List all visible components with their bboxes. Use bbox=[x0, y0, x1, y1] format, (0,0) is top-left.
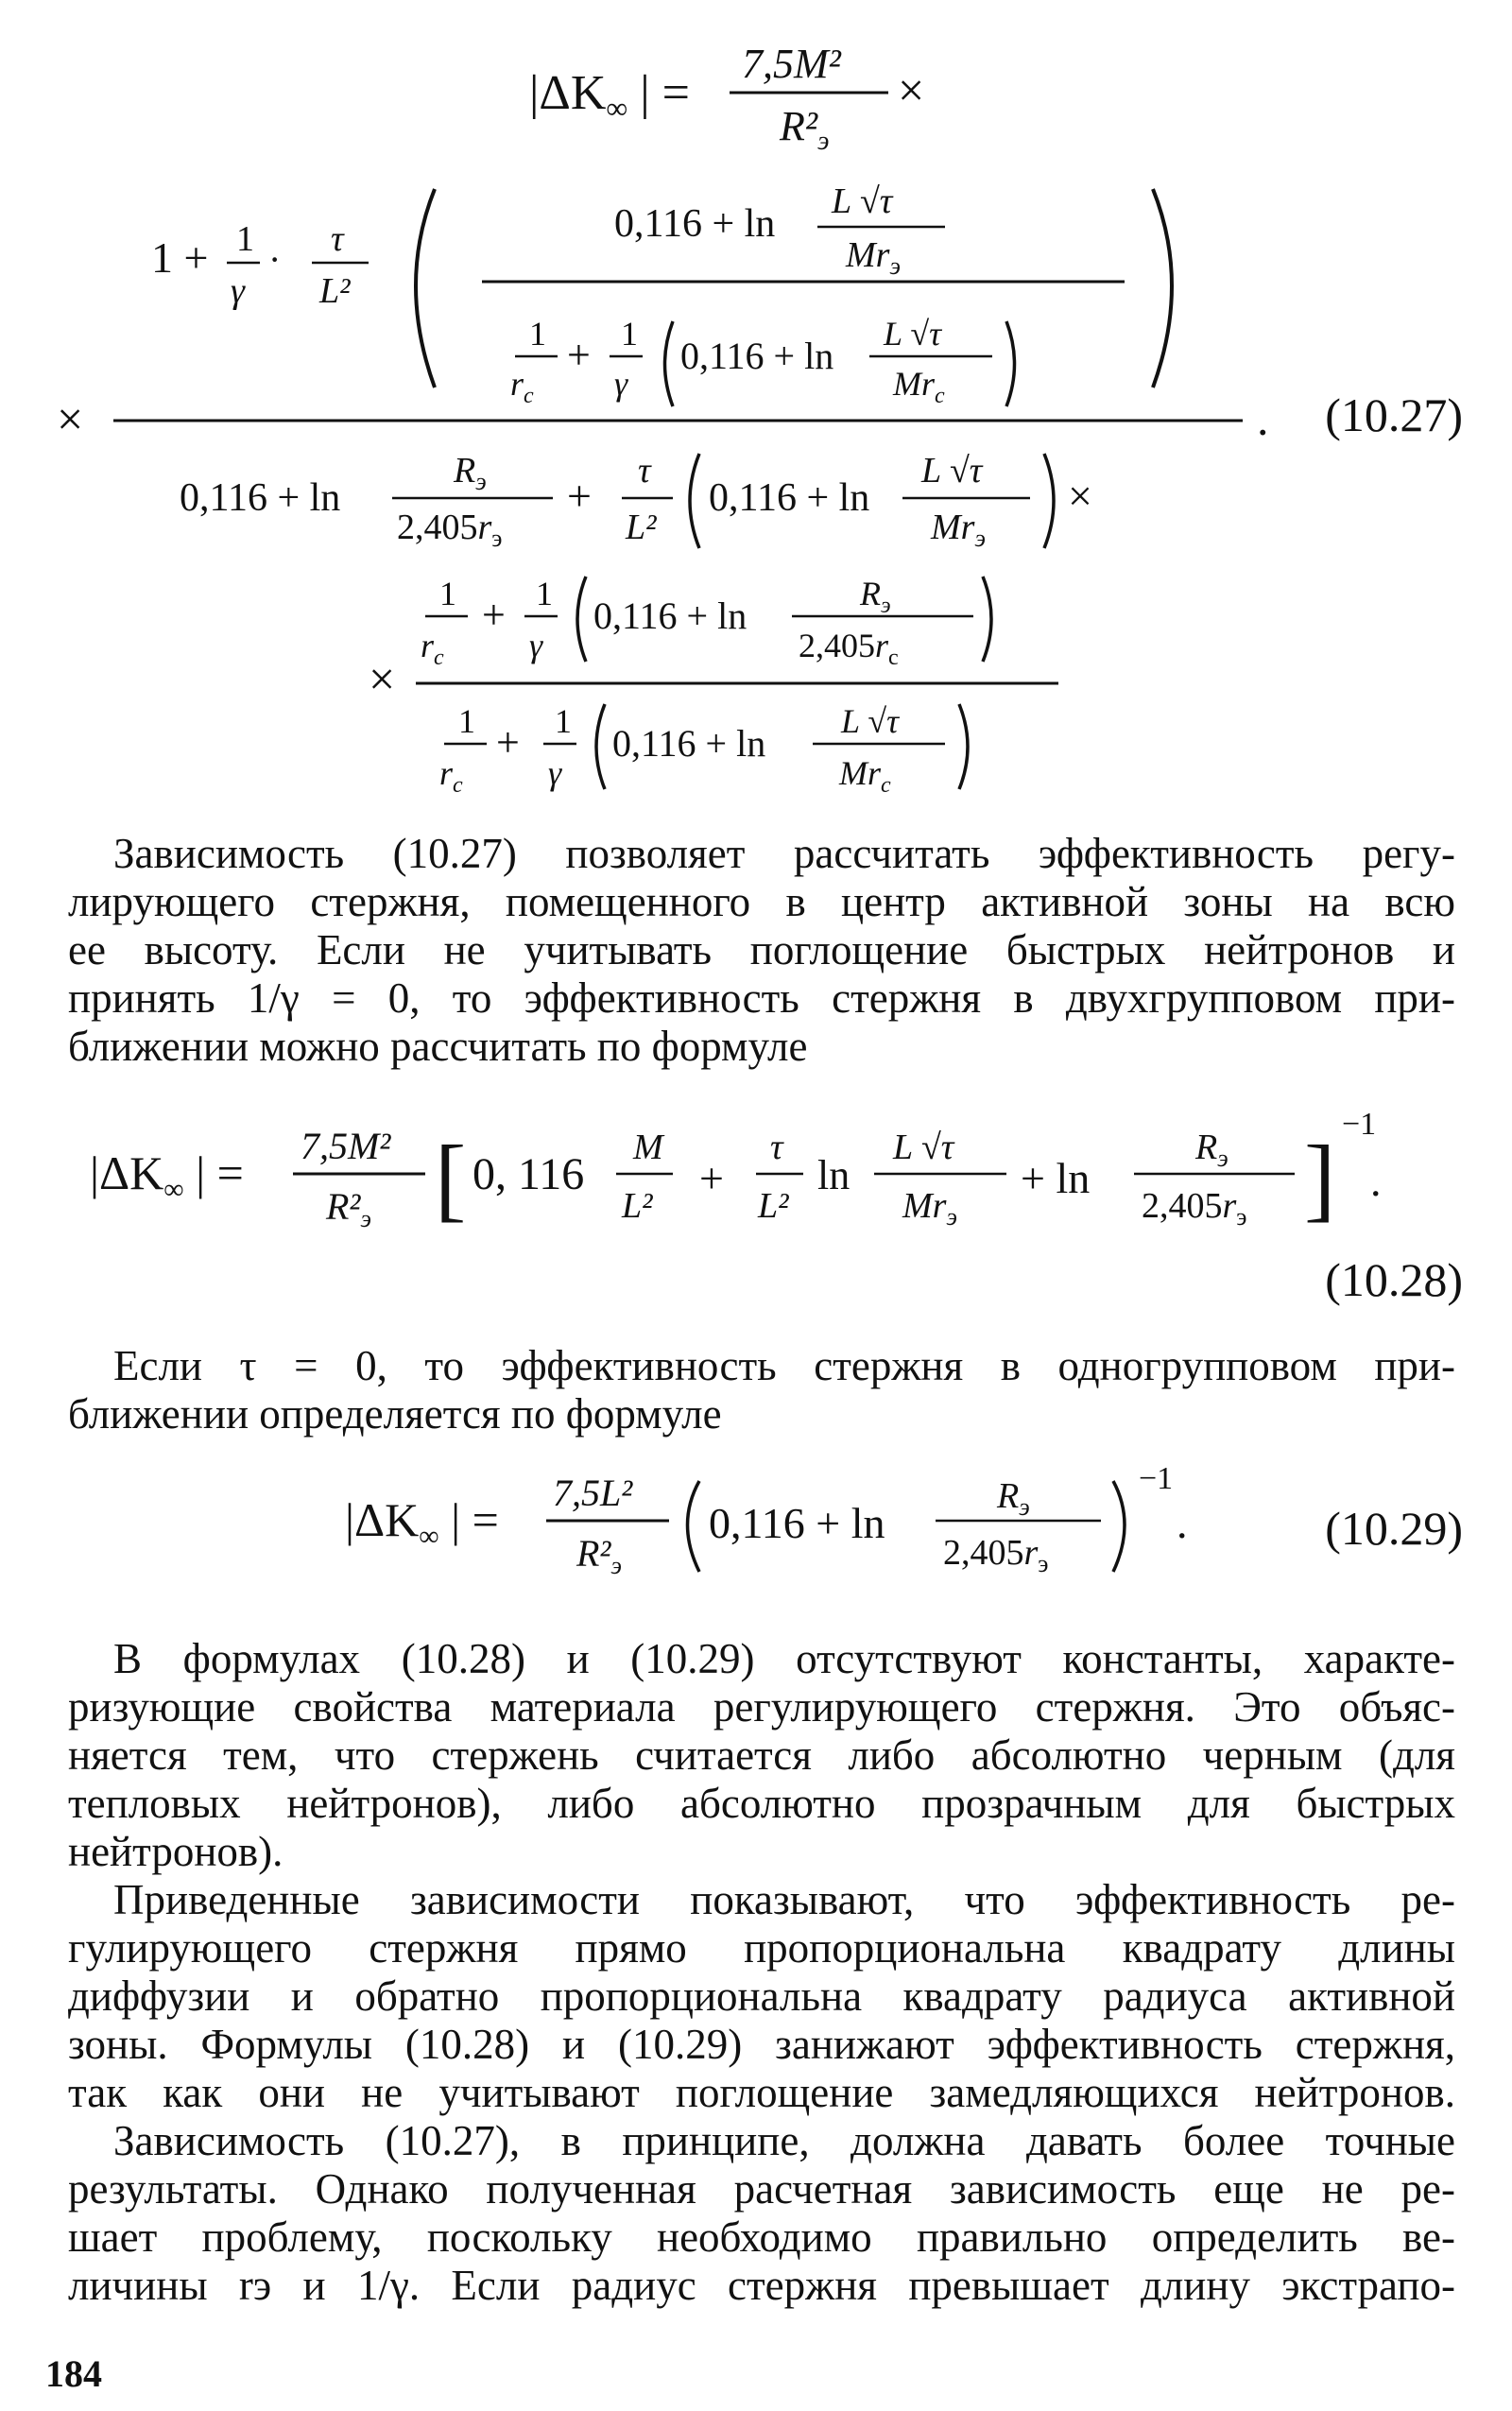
eq27-den-a: 0,116 + ln bbox=[180, 476, 341, 520]
eq28-ln1: ln bbox=[817, 1152, 850, 1198]
eq29-pre-den: $R^2_э$ bbox=[576, 1532, 622, 1579]
eq28-f: L √τ bbox=[893, 1128, 954, 1167]
eq27-den-times: × bbox=[1068, 472, 1092, 520]
eq27-inner-bot-a: 1 bbox=[529, 315, 546, 353]
eq27-inner-top-num: L √τ bbox=[832, 181, 893, 221]
paragraph-1-line: ближении можно рассчитать по формуле bbox=[68, 1023, 808, 1070]
paragraph-1-line: принять 1/γ = 0, то эффективность стержня в двухгрупповом при- bbox=[68, 974, 1455, 1022]
eq27-frac2-num: τ bbox=[331, 219, 344, 259]
eq27-inner-bot-c: 1 bbox=[621, 315, 638, 353]
eq27-frac1-num: 1 bbox=[236, 219, 254, 259]
eq27-l3-d: γ bbox=[529, 627, 543, 664]
paragraph-2 bbox=[68, 1342, 1455, 1438]
eq28-plus2: + ln bbox=[1021, 1154, 1091, 1202]
eq29-c: $2,405r_э$ bbox=[943, 1533, 1049, 1577]
paragraph-2-line: Если τ = 0, то эффективность стержня в одногрупповом при- bbox=[113, 1342, 1455, 1389]
equation-10-29-label: (10.29) bbox=[1325, 1502, 1463, 1555]
equation-10-28-label: (10.28) bbox=[1325, 1253, 1463, 1306]
paragraph-4-line: так как они не учитывают поглощение замедляющихся нейтронов. bbox=[68, 2069, 1455, 2116]
eq27-l4-c: 1 bbox=[555, 702, 572, 740]
eq27-den-f: 0,116 + ln bbox=[709, 476, 870, 520]
eq29-a: 0,116 + ln bbox=[709, 1499, 885, 1547]
eq27-l4-f: L √τ bbox=[841, 702, 900, 740]
paragraph-4-line: гулирующего стержня прямо пропорциональна квадрату длины bbox=[68, 1924, 1455, 1972]
eq27-inner-bot-e: 0,116 + ln bbox=[680, 335, 834, 377]
equation-10-27-label: (10.27) bbox=[1325, 388, 1463, 441]
eq28-rbracket: ] bbox=[1304, 1126, 1336, 1231]
paragraph-2-line: ближении определяется по формуле bbox=[68, 1390, 722, 1438]
eq27-l4-d: γ bbox=[548, 754, 562, 792]
paragraph-1-line: ее высоту. Если не учитывать поглощение быстрых нейтронов и bbox=[68, 926, 1455, 973]
equation-10-28 bbox=[38, 1106, 1474, 1248]
eq27-l3-g: $2,405r_c$ bbox=[799, 627, 899, 670]
eq27-den-c: $2,405r_э$ bbox=[397, 508, 503, 552]
eq27-frac1-den: γ bbox=[231, 271, 245, 311]
paragraph-5 bbox=[68, 2117, 1455, 2310]
eq27-den-e: L² bbox=[626, 508, 657, 547]
paragraph-5-line: Зависимость (10.27), в принципе, должна давать более точные bbox=[113, 2117, 1455, 2164]
paragraph-3-line: В формулах (10.28) и (10.29) отсутствуют константы, характе- bbox=[113, 1635, 1455, 1682]
eq27-one-plus: 1 + bbox=[151, 233, 209, 282]
eq27-l3-e: 0,116 + ln bbox=[593, 594, 747, 637]
eq27-den-b: $R_э$ bbox=[454, 451, 487, 495]
eq27-den-g: L √τ bbox=[921, 451, 983, 491]
paragraph-5-line: личины rэ и 1/γ. Если радиус стержня превышает длину экстрапо- bbox=[68, 2262, 1455, 2309]
eq27-l3-plus: + bbox=[482, 592, 506, 638]
eq27-frac2-den: L² bbox=[319, 271, 351, 311]
equation-10-28-graphic bbox=[38, 1106, 1474, 1248]
eq27-den-d: τ bbox=[638, 451, 651, 491]
eq27-l3-a: 1 bbox=[439, 575, 456, 612]
paragraph-3-line: нейтронов). bbox=[68, 1828, 284, 1875]
eq28-i: $2,405r_э$ bbox=[1142, 1186, 1247, 1231]
eq29-b: $R_э$ bbox=[997, 1476, 1030, 1521]
eq27-l3-b: $r_c$ bbox=[421, 627, 444, 670]
page-number: 184 bbox=[45, 2352, 102, 2395]
paragraph-1-line: лирующего стержня, помещенного в центр активной зоны на всю bbox=[68, 878, 1455, 925]
eq28-a: 0, 116 bbox=[472, 1149, 585, 1199]
eq27-period: . bbox=[1257, 392, 1269, 445]
eq27-inner-top: 0,116 + ln bbox=[614, 202, 776, 246]
eq29-pre-num: 7,5L² bbox=[553, 1472, 633, 1514]
paragraph-4-line: Приведенные зависимости показывают, что эффективность ре- bbox=[113, 1876, 1455, 1923]
eq27-l4-plus: + bbox=[496, 719, 520, 766]
paragraph-1-line: Зависимость (10.27) позволяет рассчитать эффективность регу- bbox=[113, 830, 1455, 877]
paragraph-4 bbox=[68, 1876, 1455, 2117]
eq27-inner-bot-g: $Mr_c$ bbox=[893, 365, 945, 408]
eq27-l4-a: 1 bbox=[458, 702, 475, 740]
eq28-pre-num: 7,5M² bbox=[301, 1125, 391, 1167]
eq27-l3-c: 1 bbox=[536, 575, 553, 612]
eq28-g: $Mr_э$ bbox=[902, 1186, 957, 1231]
eq27-dot: · bbox=[268, 238, 282, 281]
eq27-den-plus: + bbox=[567, 472, 592, 520]
eq28-exp: −1 bbox=[1342, 1107, 1377, 1142]
eq27-times-3: × bbox=[369, 652, 396, 705]
eq28-b: M bbox=[633, 1128, 663, 1167]
eq27-inner-bot-f: L √τ bbox=[884, 315, 942, 353]
equation-10-29 bbox=[38, 1460, 1474, 1593]
eq29-lhs: $|\Delta K_\infty$ | = bbox=[345, 1493, 499, 1552]
paragraph-3 bbox=[68, 1635, 1455, 1876]
eq27-inner-bot-d: γ bbox=[614, 365, 628, 403]
eq27-inner-top-den: $Mr_э$ bbox=[846, 235, 901, 280]
eq28-plus1: + bbox=[699, 1154, 724, 1202]
eq28-lhs: $|\Delta K_\infty$ | = bbox=[90, 1146, 244, 1205]
eq27-l4-g: $Mr_c$ bbox=[839, 754, 891, 798]
eq27-lhs: |ΔK∞ | = bbox=[529, 66, 690, 125]
eq28-d: τ bbox=[770, 1128, 783, 1167]
paragraph-4-line: диффузии и обратно пропорциональна квадрату радиуса активной bbox=[68, 1972, 1455, 2020]
eq28-lbracket: [ bbox=[435, 1126, 467, 1231]
eq29-exp: −1 bbox=[1139, 1461, 1174, 1496]
paragraph-5-line: шает проблему, поскольку необходимо правильно определить ве- bbox=[68, 2213, 1455, 2261]
eq27-times-2: × bbox=[57, 392, 84, 445]
eq29-period: . bbox=[1177, 1499, 1188, 1547]
paragraph-4-line: зоны. Формулы (10.28) и (10.29) занижают эффективность стержня, bbox=[68, 2021, 1455, 2068]
eq28-h: $R_э$ bbox=[1195, 1128, 1228, 1172]
eq28-e: L² bbox=[758, 1186, 789, 1226]
equation-10-29-graphic bbox=[38, 1460, 1474, 1593]
paragraph-3-line: ризующие свойства материала регулирующего стержня. Это объяс- bbox=[68, 1683, 1455, 1731]
equation-10-27 bbox=[38, 19, 1474, 813]
eq28-pre-den: $R^2_э$ bbox=[326, 1185, 371, 1232]
paragraph-5-line: результаты. Однако полученная расчетная зависимость еще не ре- bbox=[68, 2165, 1455, 2213]
eq27-times-1: × bbox=[898, 63, 925, 116]
paragraph-3-line: няется тем, что стержень считается либо абсолютно черным (для bbox=[68, 1731, 1455, 1779]
eq27-l4-e: 0,116 + ln bbox=[612, 722, 766, 765]
eq27-prefactor-num: 7,5M² bbox=[742, 41, 841, 87]
paragraph-1 bbox=[68, 830, 1455, 1071]
eq27-l4-b: $r_c$ bbox=[439, 754, 463, 798]
eq27-den-h: $Mr_э$ bbox=[931, 508, 986, 552]
paragraph-3-line: тепловых нейтронов), либо абсолютно прозрачным для быстрых bbox=[68, 1780, 1455, 1827]
equation-10-27-graphic bbox=[38, 19, 1474, 813]
eq28-period: . bbox=[1370, 1157, 1382, 1205]
eq28-c: L² bbox=[622, 1186, 653, 1226]
eq27-prefactor-den: $R^2_э$ bbox=[780, 103, 830, 156]
eq27-inner-bot-b: $r_c$ bbox=[510, 365, 534, 408]
eq27-inner-plus: + bbox=[567, 332, 591, 378]
eq27-l3-f: $R_э$ bbox=[860, 575, 891, 618]
